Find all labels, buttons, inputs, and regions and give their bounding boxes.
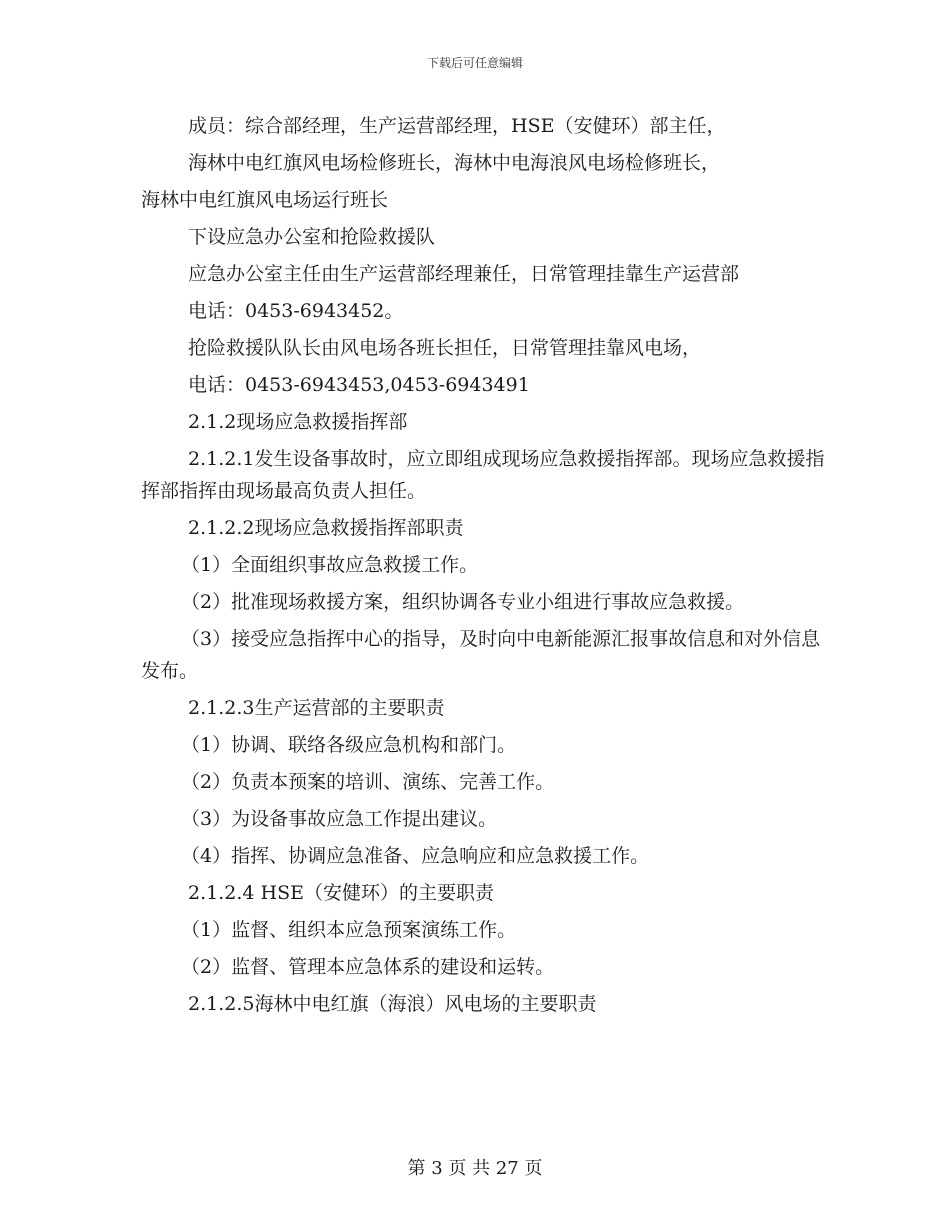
- list-item: （1）监督、组织本应急预案演练工作。: [181, 919, 517, 941]
- list-item: （3）为设备事故应急工作提出建议。: [181, 808, 498, 830]
- paragraph-2-1-2-1: 2.1.2.1发生设备事故时，应立即组成现场应急救援指挥部。现场应急救援指挥部指挥由现场最高负责人担任。: [141, 448, 825, 502]
- paragraph-rescue-phone: 电话：0453-6943453,0453-6943491: [188, 374, 530, 396]
- paragraph-subunits: 下设应急办公室和抢险救援队: [188, 226, 436, 248]
- paragraph-members: 成员：综合部经理，生产运营部经理，HSE（安健环）部主任，: [188, 115, 726, 137]
- paragraph-members-cont: 海林中电红旗风电场检修班长，海林中电海浪风电场检修班长，: [188, 152, 721, 174]
- document-body: [141, 110, 831, 1025]
- section-heading-2-1-2-4: 2.1.2.4 HSE（安健环）的主要职责: [188, 882, 494, 904]
- list-item: （4）指挥、协调应急准备、应急响应和应急救援工作。: [181, 845, 650, 867]
- list-item: （2）监督、管理本应急体系的建设和运转。: [181, 956, 555, 978]
- paragraph-office-director: 应急办公室主任由生产运营部经理兼任，日常管理挂靠生产运营部: [188, 263, 740, 285]
- list-item: （3）接受应急指挥中心的指导，及时向中电新能源汇报事故信息和对外信息发布。: [141, 628, 821, 682]
- paragraph-office-phone: 电话：0453-6943452。: [188, 300, 404, 322]
- page-number: 第 3 页 共 27 页: [407, 1158, 543, 1179]
- paragraph-members-end: 海林中电红旗风电场运行班长: [141, 189, 389, 211]
- list-item: （1）全面组织事故应急救援工作。: [181, 554, 479, 576]
- section-heading-2-1-2-5: 2.1.2.5海林中电红旗（海浪）风电场的主要职责: [188, 993, 597, 1015]
- section-heading-2-1-2: 2.1.2现场应急救援指挥部: [188, 411, 408, 433]
- list-item: （2）批准现场救援方案，组织协调各专业小组进行事故应急救援。: [181, 591, 745, 613]
- section-heading-2-1-2-2: 2.1.2.2现场应急救援指挥部职责: [188, 517, 464, 539]
- paragraph-rescue-team: 抢险救援队队长由风电场各班长担任，日常管理挂靠风电场，: [188, 337, 702, 359]
- section-heading-2-1-2-3: 2.1.2.3生产运营部的主要职责: [188, 697, 445, 719]
- list-item: （1）协调、联络各级应急机构和部门。: [181, 734, 517, 756]
- list-item: （2）负责本预案的培训、演练、完善工作。: [181, 771, 555, 793]
- page-header: 下载后可任意编辑: [426, 56, 523, 70]
